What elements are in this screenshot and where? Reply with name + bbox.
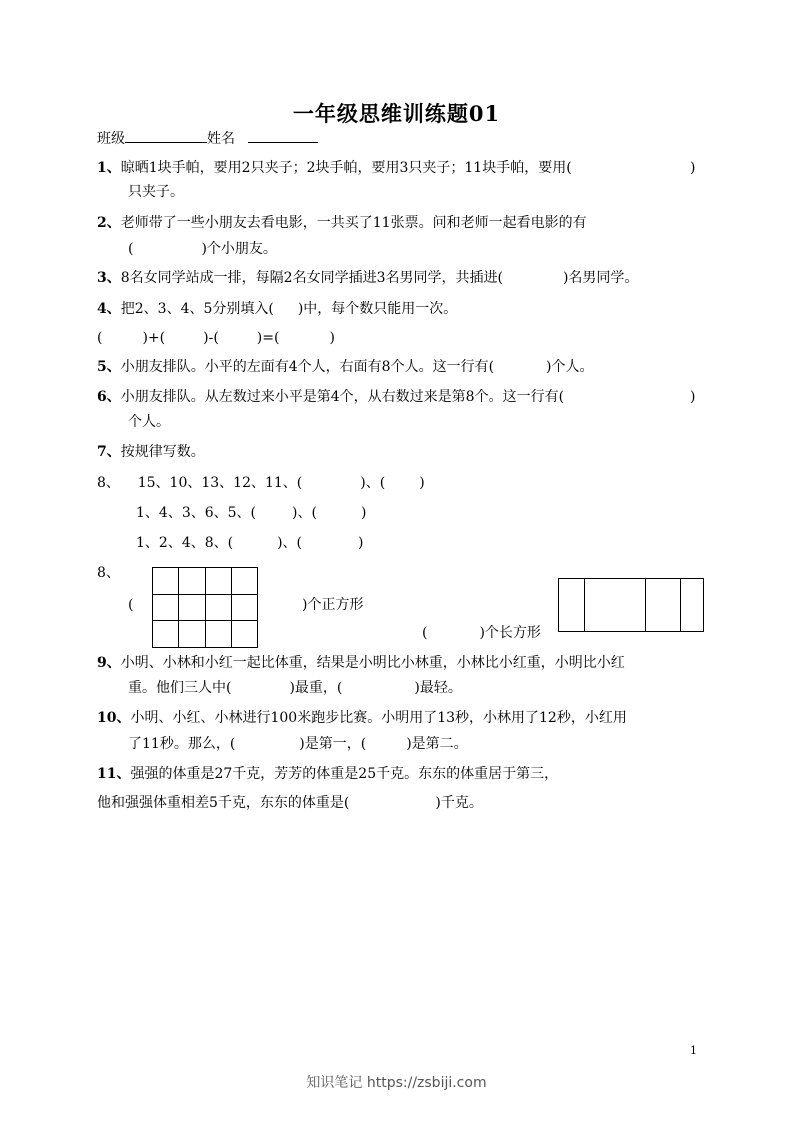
question-text: )名男同学。 <box>562 270 639 286</box>
question-text: 8名女同学站成一排，每隔2名女同学插进3名男同学，共插进( <box>120 270 503 286</box>
rectangle-divider <box>645 579 646 631</box>
question-number: 6、 <box>97 389 121 405</box>
question-number: 2、 <box>97 215 121 231</box>
squares-count-open: ( <box>128 597 134 613</box>
question-number: 10、 <box>97 710 131 726</box>
rectangle-figure <box>558 578 704 632</box>
question-text: 小明、小红、小林进行100米跑步比赛。小明用了13秒，小林用了12秒，小红用 <box>130 710 627 726</box>
class-label: 班级 <box>97 131 125 147</box>
question-11-line-2 <box>97 793 483 813</box>
question-3 <box>97 268 638 288</box>
question-8b-number: 8、 <box>97 565 120 581</box>
question-6-paren-close: ) <box>690 389 696 405</box>
page-title: 一年级思维训练题01 <box>292 101 501 126</box>
question-11-line-1 <box>97 764 558 784</box>
question-1-line-2: 只夹子。 <box>128 184 184 200</box>
footer-watermark[interactable]: 知识笔记 https://zsbiji.com <box>306 1075 487 1091</box>
question-text: 小朋友排队。小平的左面有4个人，右面有8个人。这一行有( <box>120 359 495 375</box>
student-info-row <box>97 128 318 149</box>
question-9-line-2 <box>128 678 462 698</box>
question-text: )个长方形 <box>479 625 541 641</box>
question-text: 小朋友排队。从左数过来小平是第4个，从右数过来是第8个。这一行有( <box>120 389 565 405</box>
expr-part: )+( <box>142 330 166 346</box>
name-blank[interactable] <box>248 128 318 143</box>
question-10-line-2 <box>128 734 468 754</box>
question-6-line-1 <box>97 387 564 407</box>
question-10-line-1 <box>97 708 627 728</box>
question-6-line-2: 个人。 <box>128 414 170 430</box>
question-number: 9、 <box>97 655 121 671</box>
expr-part: )-( <box>203 330 219 346</box>
sequence-text: )、( <box>360 475 386 491</box>
question-text: )最重，( <box>289 680 343 696</box>
question-text: )个小朋友。 <box>201 241 277 257</box>
question-9-line-1 <box>97 653 625 673</box>
question-7 <box>97 442 205 462</box>
class-blank[interactable] <box>125 128 207 143</box>
question-text: )中，每个数只能用一次。 <box>297 301 458 317</box>
sequence-text: 15、10、13、12、11、( <box>137 475 303 491</box>
question-text: )千克。 <box>435 795 483 811</box>
question-8-sequence-3 <box>136 533 364 553</box>
question-4 <box>97 299 457 319</box>
question-number: 11、 <box>97 766 131 782</box>
square-grid-figure <box>152 567 258 648</box>
sequence-text: 1、2、4、8、( <box>136 535 234 551</box>
question-5 <box>97 357 594 377</box>
rectangle-divider <box>584 579 585 631</box>
question-1-line-1 <box>97 158 572 178</box>
question-number: 1、 <box>97 160 121 176</box>
paren-open: ( <box>422 625 428 641</box>
question-number: 8、 <box>97 475 120 491</box>
question-text: 按规律写数。 <box>120 444 205 460</box>
question-text: )个人。 <box>546 359 594 375</box>
question-8-sequence-2 <box>136 503 366 523</box>
question-text: 重。他们三人中( <box>128 680 232 696</box>
question-text: )是第二。 <box>406 736 468 752</box>
page-number: 1 <box>690 1044 697 1057</box>
question-text: 了11秒。那么，( <box>128 736 236 752</box>
question-text: 晾晒1块手帕，要用2只夹子；2块手帕，要用3只夹子；11块手帕，要用( <box>120 160 572 176</box>
sequence-text: 1、4、3、6、5、( <box>136 505 256 521</box>
expr-part: ) <box>329 330 335 346</box>
question-text: 小明、小林和小红一起比体重，结果是小明比小林重，小林比小红重，小明比小红 <box>120 655 625 671</box>
question-number: 4、 <box>97 301 121 317</box>
paren-open: ( <box>128 241 134 257</box>
rectangle-divider <box>680 579 681 631</box>
sequence-text: ) <box>419 475 425 491</box>
rectangles-count <box>422 623 541 643</box>
question-4-expression <box>97 328 335 348</box>
question-text: )是第一，( <box>299 736 367 752</box>
question-number: 7、 <box>97 444 121 460</box>
question-text: 把2、3、4、5分别填入( <box>120 301 274 317</box>
question-text: )最轻。 <box>414 680 462 696</box>
question-8-sequence-1 <box>97 473 425 493</box>
sequence-text: ) <box>360 505 367 521</box>
question-text: 强强的体重是27千克，芳芳的体重是25千克。东东的体重居于第三， <box>130 766 559 782</box>
expr-part: )=( <box>256 330 280 346</box>
question-1-paren-close: ) <box>690 160 696 176</box>
question-number: 3、 <box>97 270 121 286</box>
question-text: 他和强强体重相差5千克，东东的体重是( <box>97 795 350 811</box>
question-number: 5、 <box>97 359 121 375</box>
expr-part: ( <box>97 330 103 346</box>
squares-count-label: )个正方形 <box>302 597 364 613</box>
name-label: 姓名 <box>207 131 235 147</box>
sequence-text: )、( <box>277 535 303 551</box>
sequence-text: )、( <box>292 505 317 521</box>
sequence-text: ) <box>358 535 364 551</box>
question-2-line-1 <box>97 213 587 233</box>
question-2-line-2 <box>128 239 277 259</box>
question-text: 老师带了一些小朋友去看电影，一共买了11张票。问和老师一起看电影的有 <box>120 215 587 231</box>
